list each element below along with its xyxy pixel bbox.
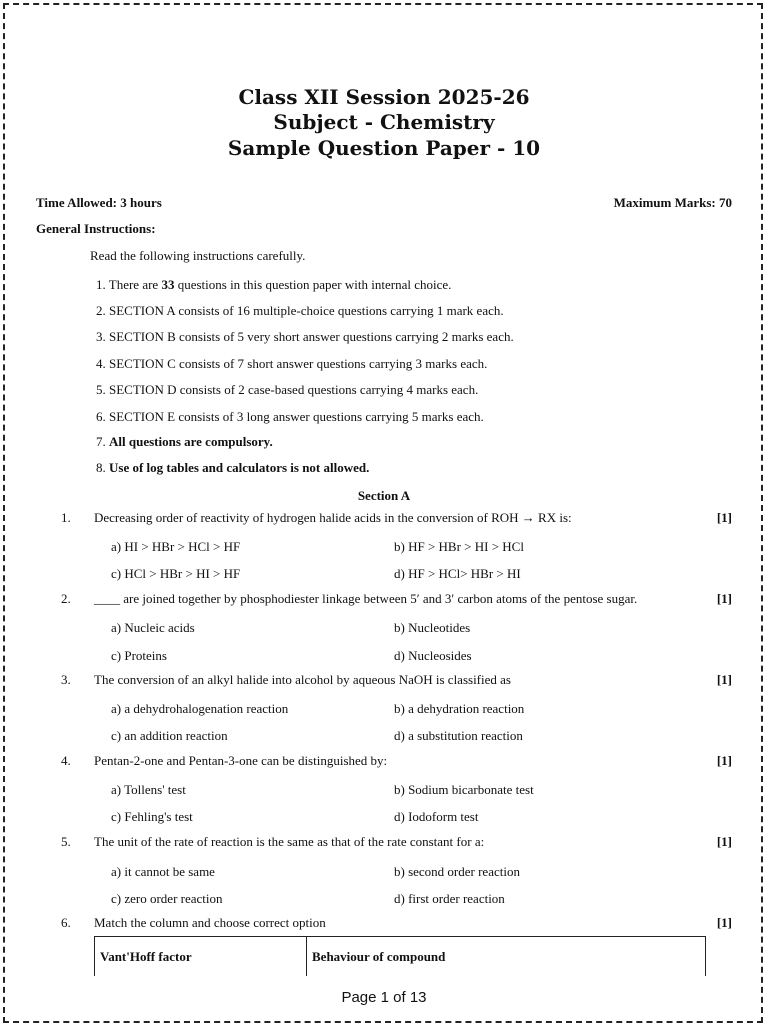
match-table-header-vant-hoff-factor: Vant'Hoff factor	[95, 937, 307, 977]
question-5-option-d: d) first order reaction	[394, 891, 505, 906]
question-6-marks: [1]	[716, 915, 732, 930]
question-6-text: Match the column and choose correct option	[94, 915, 326, 930]
instruction-4: 4. SECTION C consists of 7 short answer questions carrying 3 marks each.	[96, 356, 488, 371]
instruction-1-count: 33	[161, 277, 175, 292]
paper-subject-title: Subject - Chemistry	[273, 110, 495, 134]
question-4-text: Pentan-2-one and Pentan-3-one can be distinguished by:	[94, 753, 388, 768]
question-2-marks: [1]	[716, 591, 732, 606]
question-2-text: ____ are joined together by phosphodiester linkage between 5′ and 3′ carbon atoms of the pentose sugar.	[94, 591, 638, 606]
general-instructions-heading: General Instructions:	[36, 221, 156, 236]
question-3-text: The conversion of an alkyl halide into alcohol by aqueous NaOH is classified as	[94, 672, 511, 687]
question-6-number: 6.	[61, 915, 71, 930]
question-4-option-a: a) Tollens' test	[111, 782, 186, 797]
instruction-7-text: All questions are compulsory.	[109, 434, 273, 449]
instruction-8	[96, 460, 369, 476]
instruction-7-num: 7.	[96, 434, 109, 449]
instruction-2: 2. SECTION A consists of 16 multiple-choice questions carrying 1 mark each.	[96, 303, 504, 318]
question-5-marks: [1]	[716, 834, 732, 849]
question-5-option-b: b) second order reaction	[394, 864, 520, 879]
match-table-header-row	[95, 937, 706, 977]
question-1-option-c: c) HCl > HBr > HI > HF	[111, 566, 241, 581]
question-5-option-a: a) it cannot be same	[111, 864, 215, 879]
question-2-option-b: b) Nucleotides	[394, 620, 471, 635]
instruction-5: 5. SECTION D consists of 2 case-based questions carrying 4 marks each.	[96, 382, 479, 397]
question-2-option-c: c) Proteins	[111, 648, 167, 663]
question-2-option-a: a) Nucleic acids	[111, 620, 195, 635]
instruction-6: 6. SECTION E consists of 3 long answer questions carrying 5 marks each.	[96, 409, 484, 424]
question-3-option-d: d) a substitution reaction	[394, 728, 523, 743]
question-1-marks: [1]	[716, 510, 732, 525]
question-3-option-c: c) an addition reaction	[111, 728, 228, 743]
instructions-intro: Read the following instructions carefully.	[90, 248, 306, 263]
instruction-8-num: 8.	[96, 460, 109, 475]
question-4-number: 4.	[61, 753, 71, 768]
instruction-1	[96, 277, 451, 293]
instruction-3: 3. SECTION B consists of 5 very short answer questions carrying 2 marks each.	[96, 329, 514, 344]
question-4-option-b: b) Sodium bicarbonate test	[394, 782, 534, 797]
question-5-option-c: c) zero order reaction	[111, 891, 223, 906]
question-1-text: Decreasing order of reactivity of hydrogen halide acids in the conversion of ROH → RX is:	[94, 510, 572, 525]
page-footer: Page 1 of 13	[341, 989, 427, 1006]
instruction-8-text: Use of log tables and calculators is not allowed.	[109, 460, 370, 475]
question-3-option-a: a) a dehydrohalogenation reaction	[111, 701, 289, 716]
section-a-heading: Section A	[357, 488, 411, 503]
question-3-marks: [1]	[716, 672, 732, 687]
question-2-option-d: d) Nucleosides	[394, 648, 472, 663]
question-4-marks: [1]	[716, 753, 732, 768]
instruction-7	[96, 434, 273, 450]
question-5-number: 5.	[61, 834, 71, 849]
match-table	[94, 936, 706, 976]
question-1-number: 1.	[61, 510, 71, 525]
question-3-number: 3.	[61, 672, 71, 687]
instruction-1-pre: 1. There are	[96, 277, 162, 292]
paper-class-title: Class XII Session 2025-26	[238, 85, 530, 109]
match-table-header-behaviour: Behaviour of compound	[307, 937, 706, 977]
question-4-option-c: c) Fehling's test	[111, 809, 193, 824]
time-allowed: Time Allowed: 3 hours	[36, 195, 162, 210]
paper-sample-title: Sample Question Paper - 10	[227, 136, 541, 160]
maximum-marks: Maximum Marks: 70	[613, 195, 732, 210]
question-1-option-d: d) HF > HCl> HBr > HI	[394, 566, 521, 581]
question-1-option-a: a) HI > HBr > HCl > HF	[111, 539, 241, 554]
question-5-text: The unit of the rate of reaction is the same as that of the rate constant for a:	[94, 834, 485, 849]
question-3-option-b: b) a dehydration reaction	[394, 701, 525, 716]
question-2-number: 2.	[61, 591, 71, 606]
question-4-option-d: d) Iodoform test	[394, 809, 479, 824]
question-1-option-b: b) HF > HBr > HI > HCl	[394, 539, 524, 554]
instruction-1-post: questions in this question paper with internal choice.	[174, 277, 452, 292]
